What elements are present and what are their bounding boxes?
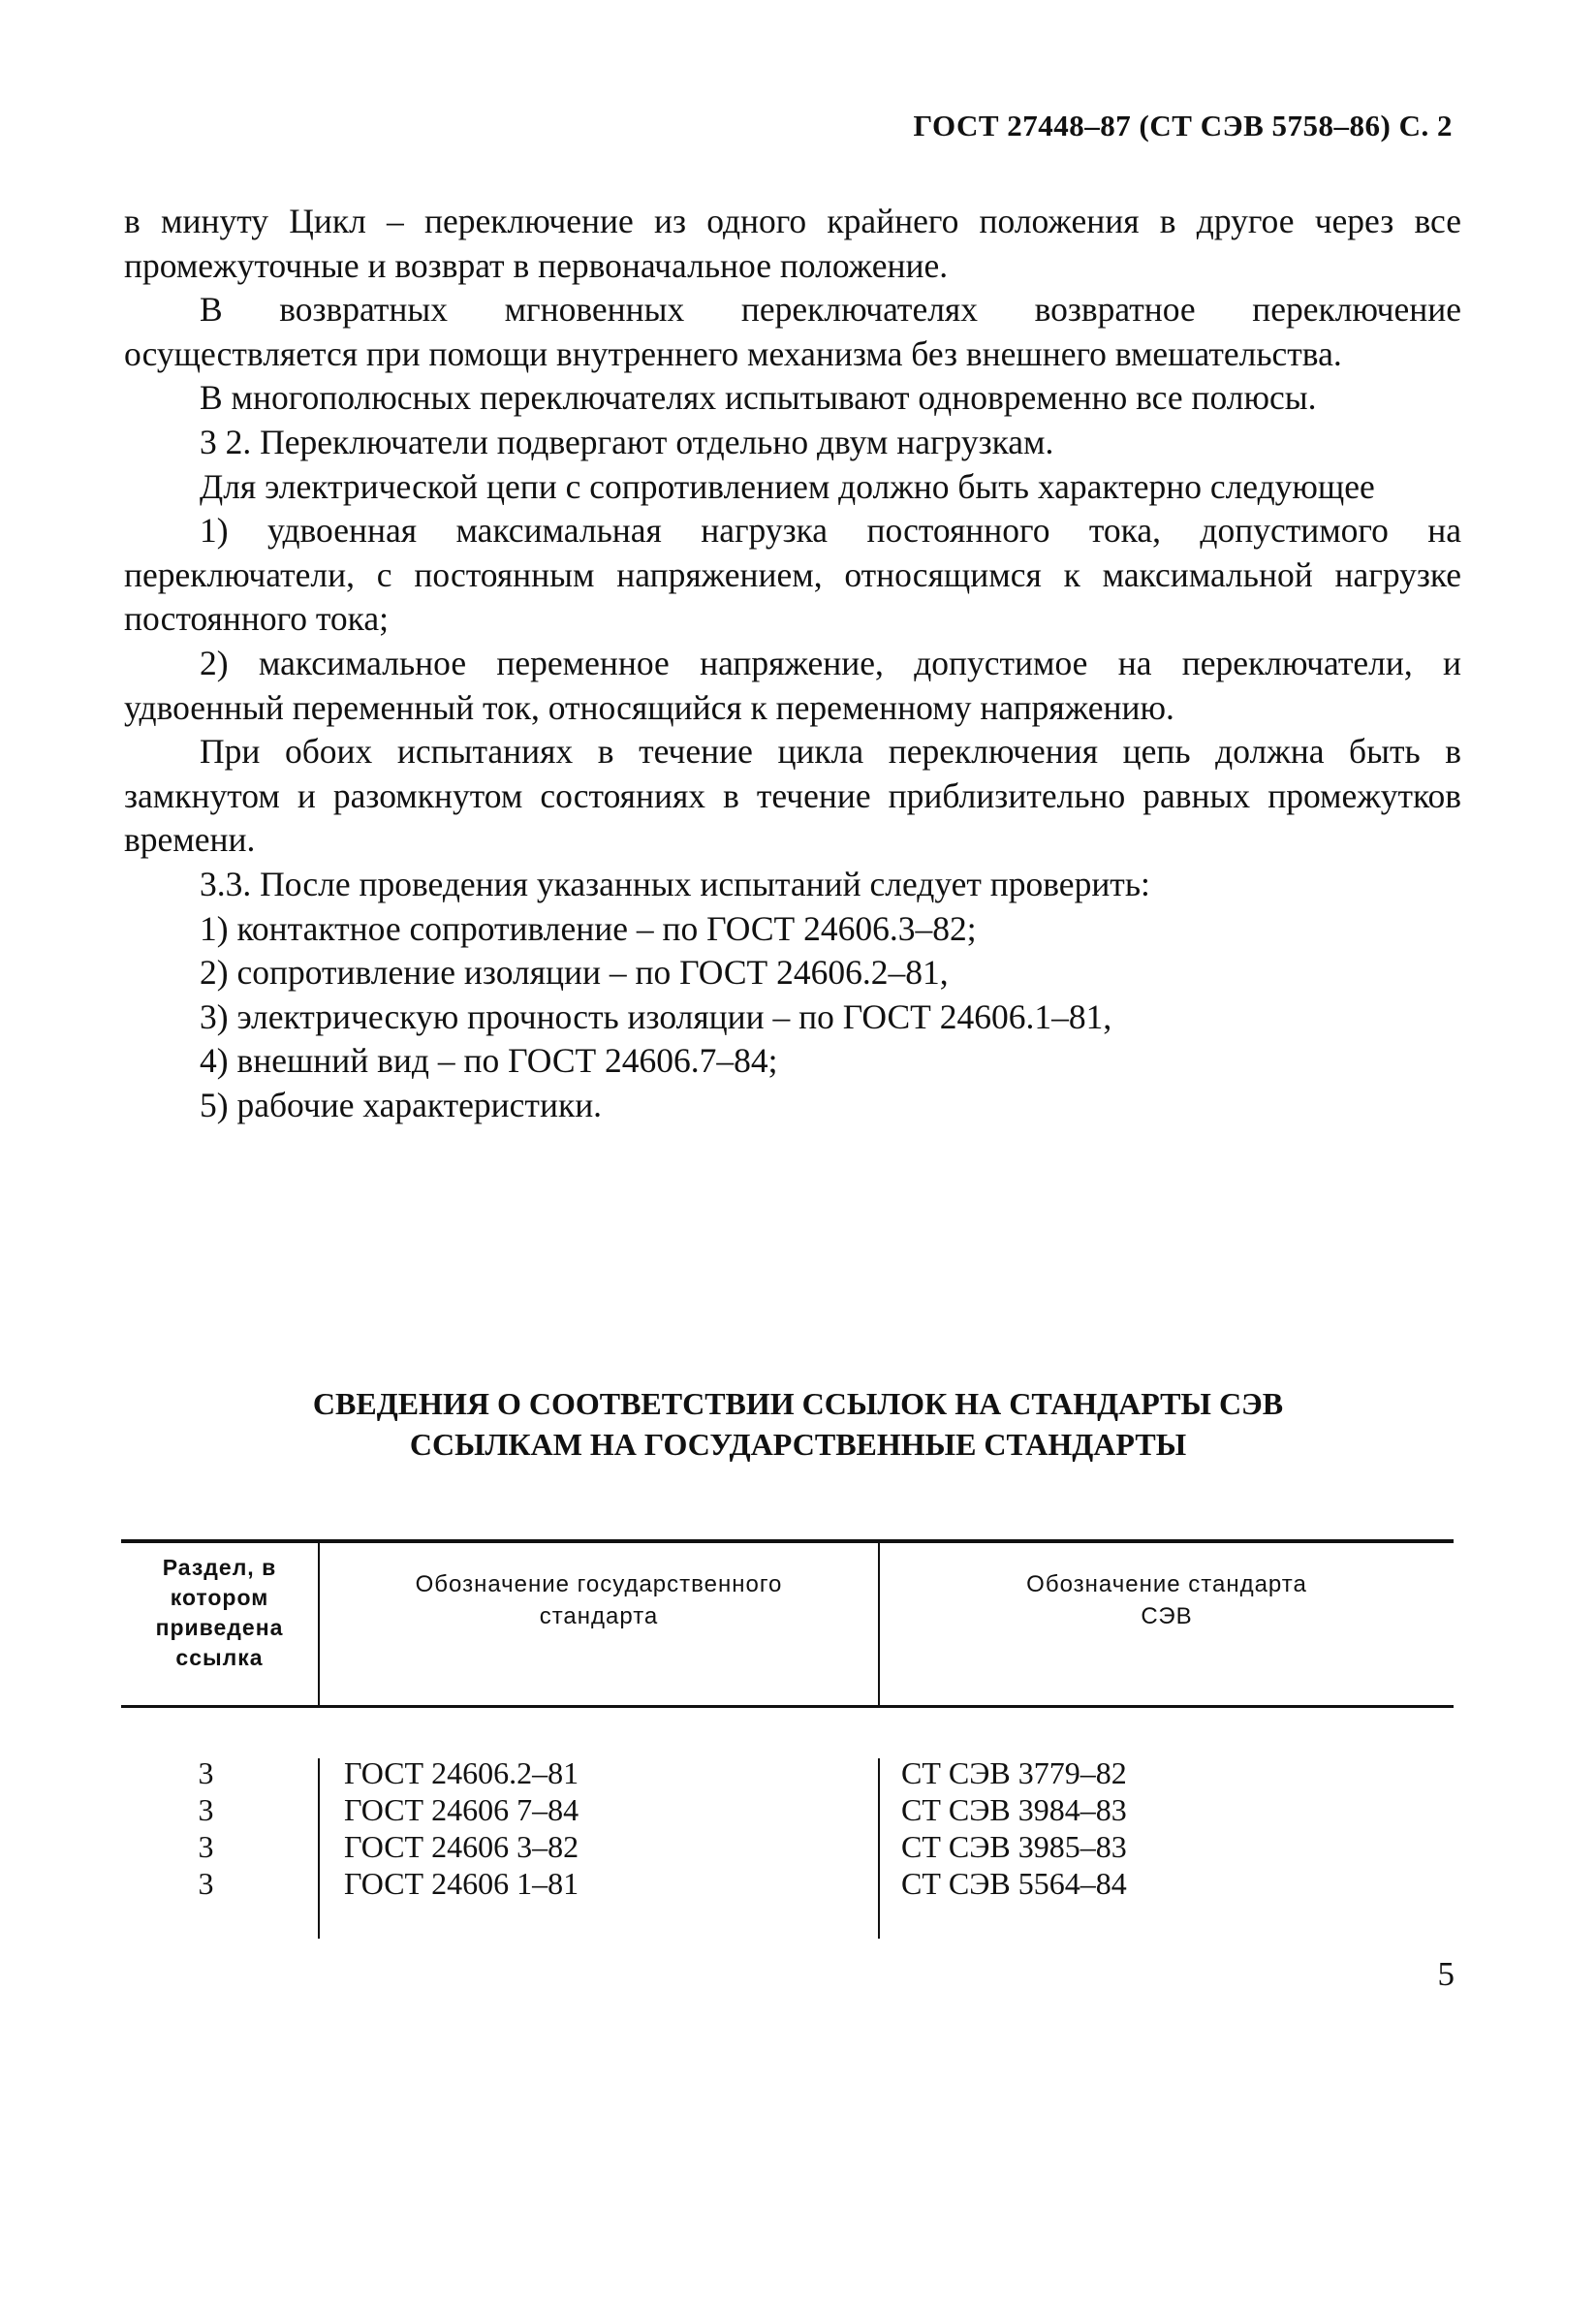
paragraph-both-tests: При обоих испытаниях в течение цикла переключения цепь должна быть в замкнутом и разомкнутом состояниях в течение приблизительно равных промежутков времени.	[124, 732, 1461, 860]
cell-gost: ГОСТ 24606 1–81	[344, 1866, 579, 1901]
table-body	[121, 1754, 1454, 1902]
paragraph-3-3: 3.3. После проведения указанных испытаний следует проверить:	[200, 864, 1150, 903]
cell-section: 3	[198, 1866, 214, 1901]
check-item: 5) рабочие характеристики.	[200, 1085, 603, 1124]
table-row	[121, 1791, 1454, 1828]
paragraph-load-2: 2) максимальное переменное напряжение, допустимое на переключатели, и удвоенный переменный ток, относящийся к переменному напряжению.	[124, 643, 1461, 727]
cell-sev: СТ СЭВ 3984–83	[901, 1792, 1127, 1827]
header-sev-standard: Обозначение стандарта СЭВ	[1026, 1571, 1307, 1629]
header-section: Раздел, в котором приведена ссылка	[155, 1555, 284, 1670]
paragraph-return-switches: В возвратных мгновенных переключателях возвратное переключение осуществляется при помощи внутреннего механизма без внешнего вмешательства.	[124, 290, 1461, 373]
paragraph-cycle-definition: в минуту Цикл – переключение из одного крайнего положения в другое через все промежуточные и возврат в первоначальное положение.	[124, 202, 1461, 285]
paragraph-3-2: 3 2. Переключатели подвергают отдельно двум нагрузкам.	[200, 422, 1054, 461]
cell-gost: ГОСТ 24606.2–81	[344, 1755, 579, 1790]
cell-section: 3	[198, 1792, 214, 1827]
table-row	[121, 1865, 1454, 1902]
body-text	[124, 200, 1461, 1127]
cell-gost: ГОСТ 24606 7–84	[344, 1792, 579, 1827]
check-item: 4) внешний вид – по ГОСТ 24606.7–84;	[200, 1041, 778, 1081]
check-item: 2) сопротивление изоляции – по ГОСТ 24606.2–81,	[200, 953, 949, 993]
section-title-line: СВЕДЕНИЯ О СООТВЕТСТВИИ ССЫЛОК НА СТАНДАРТЫ СЭВ	[312, 1386, 1284, 1421]
paragraph-resistive-circuit: Для электрической цепи с сопротивлением должно быть характерно следующее	[200, 466, 1375, 506]
table-top-rule	[121, 1539, 1454, 1543]
cell-sev: СТ СЭВ 5564–84	[901, 1866, 1127, 1901]
section-title	[0, 1383, 1596, 1465]
cell-sev: СТ СЭВ 3779–82	[901, 1755, 1127, 1790]
paragraph-load-1: 1) удвоенная максимальная нагрузка постоянного тока, допустимого на переключатели, с постоянным напряжением, относящимся к максимальной нагрузке постоянного тока;	[124, 511, 1461, 639]
cell-sev: СТ СЭВ 3985–83	[901, 1829, 1127, 1864]
page-number: 5	[1437, 1955, 1455, 1993]
document-header: ГОСТ 27448–87 (СТ СЭВ 5758–86) С. 2	[913, 109, 1453, 142]
table-row	[121, 1754, 1454, 1791]
check-item: 3) электрическую прочность изоляции – по ГОСТ 24606.1–81,	[200, 996, 1112, 1036]
section-title-line: ССЫЛКАМ НА ГОСУДАРСТВЕННЫЕ СТАНДАРТЫ	[409, 1427, 1187, 1462]
table-header-rule	[121, 1705, 1454, 1708]
cell-section: 3	[198, 1755, 214, 1790]
cell-section: 3	[198, 1829, 214, 1864]
table-row	[121, 1828, 1454, 1865]
paragraph-multipole: В многополюсных переключателях испытывают одновременно все полюсы.	[200, 378, 1317, 418]
cell-gost: ГОСТ 24606 3–82	[344, 1829, 579, 1864]
check-item: 1) контактное сопротивление – по ГОСТ 24606.3–82;	[200, 908, 977, 948]
header-state-standard: Обозначение государственного стандарта	[415, 1571, 783, 1629]
